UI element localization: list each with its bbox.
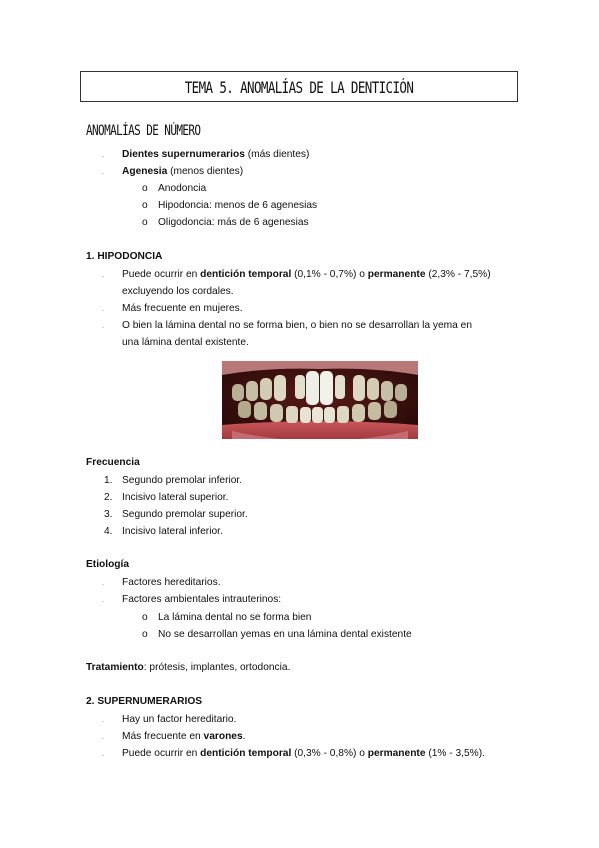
- list-item: Más frecuente en mujeres.: [122, 303, 243, 314]
- list-item: Oligodoncia: más de 6 agenesias: [158, 217, 309, 228]
- bullet-marker: .: [102, 272, 104, 279]
- sub-bullet-marker: o: [142, 629, 148, 640]
- list-number: 2.: [104, 492, 113, 503]
- list-item: No se desarrollan yemas en una lámina dental existente: [158, 629, 412, 640]
- section-heading-frecuencia: Frecuencia: [86, 457, 140, 468]
- section-heading-hipodoncia: 1. HIPODONCIA: [86, 251, 163, 262]
- bullet-marker: .: [102, 152, 104, 159]
- list-number: 3.: [104, 509, 113, 520]
- paragraph-line: Puede ocurrir en dentición temporal (0,1% - 0,7%) o permanente (2,3% - 7,5%): [122, 269, 491, 280]
- page-title: TEMA 5. ANOMALÍAS DE LA DENTICIÓN: [184, 78, 414, 97]
- section-heading-numero: ANOMALÍAS DE NÚMERO: [86, 122, 201, 139]
- list-item: Incisivo lateral inferior.: [122, 526, 223, 537]
- paragraph-line: una lámina dental existente.: [122, 337, 249, 348]
- list-item: Hipodoncia: menos de 6 agenesias: [158, 200, 318, 211]
- paragraph-line: O bien la lámina dental no se forma bien, o bien no se desarrollan la yema en: [122, 320, 472, 331]
- list-item: La lámina dental no se forma bien: [158, 612, 312, 623]
- sub-bullet-marker: o: [142, 217, 148, 228]
- list-item: Más frecuente en varones.: [122, 731, 246, 742]
- bullet-marker: .: [102, 169, 104, 176]
- bullet-marker: .: [102, 734, 104, 741]
- list-number: 4.: [104, 526, 113, 537]
- list-item: Hay un factor hereditario.: [122, 714, 237, 725]
- bullet-marker: .: [102, 751, 104, 758]
- list-item: Puede ocurrir en dentición temporal (0,3% - 0,8%) o permanente (1% - 3,5%).: [122, 748, 485, 759]
- bullet-marker: .: [102, 306, 104, 313]
- list-item: Segundo premolar superior.: [122, 509, 248, 520]
- paragraph-line: excluyendo los cordales.: [122, 286, 234, 297]
- list-item: Dientes supernumerarios (más dientes): [122, 149, 310, 160]
- section-heading-etiologia: Etiología: [86, 559, 130, 570]
- teeth-photo: [222, 361, 418, 439]
- bullet-marker: .: [102, 323, 104, 330]
- list-item: Segundo premolar inferior.: [122, 475, 243, 486]
- bullet-marker: .: [102, 580, 104, 587]
- title-box: [80, 71, 518, 102]
- list-number: 1.: [104, 475, 113, 486]
- sub-bullet-marker: o: [142, 183, 148, 194]
- list-item: Incisivo lateral superior.: [122, 492, 229, 503]
- section-heading-supernumerarios: 2. SUPERNUMERARIOS: [86, 696, 203, 707]
- bullet-marker: .: [102, 717, 104, 724]
- list-item: Factores ambientales intrauterinos:: [122, 594, 282, 605]
- sub-bullet-marker: o: [142, 612, 148, 623]
- list-item: Anodoncia: [158, 183, 207, 194]
- list-item: Factores hereditarios.: [122, 577, 221, 588]
- bullet-marker: .: [102, 597, 104, 604]
- sub-bullet-marker: o: [142, 200, 148, 211]
- list-item: Agenesia (menos dientes): [122, 166, 244, 177]
- tratamiento-line: Tratamiento: prótesis, implantes, ortodoncia.: [86, 662, 291, 673]
- teeth-illustration: [222, 361, 418, 439]
